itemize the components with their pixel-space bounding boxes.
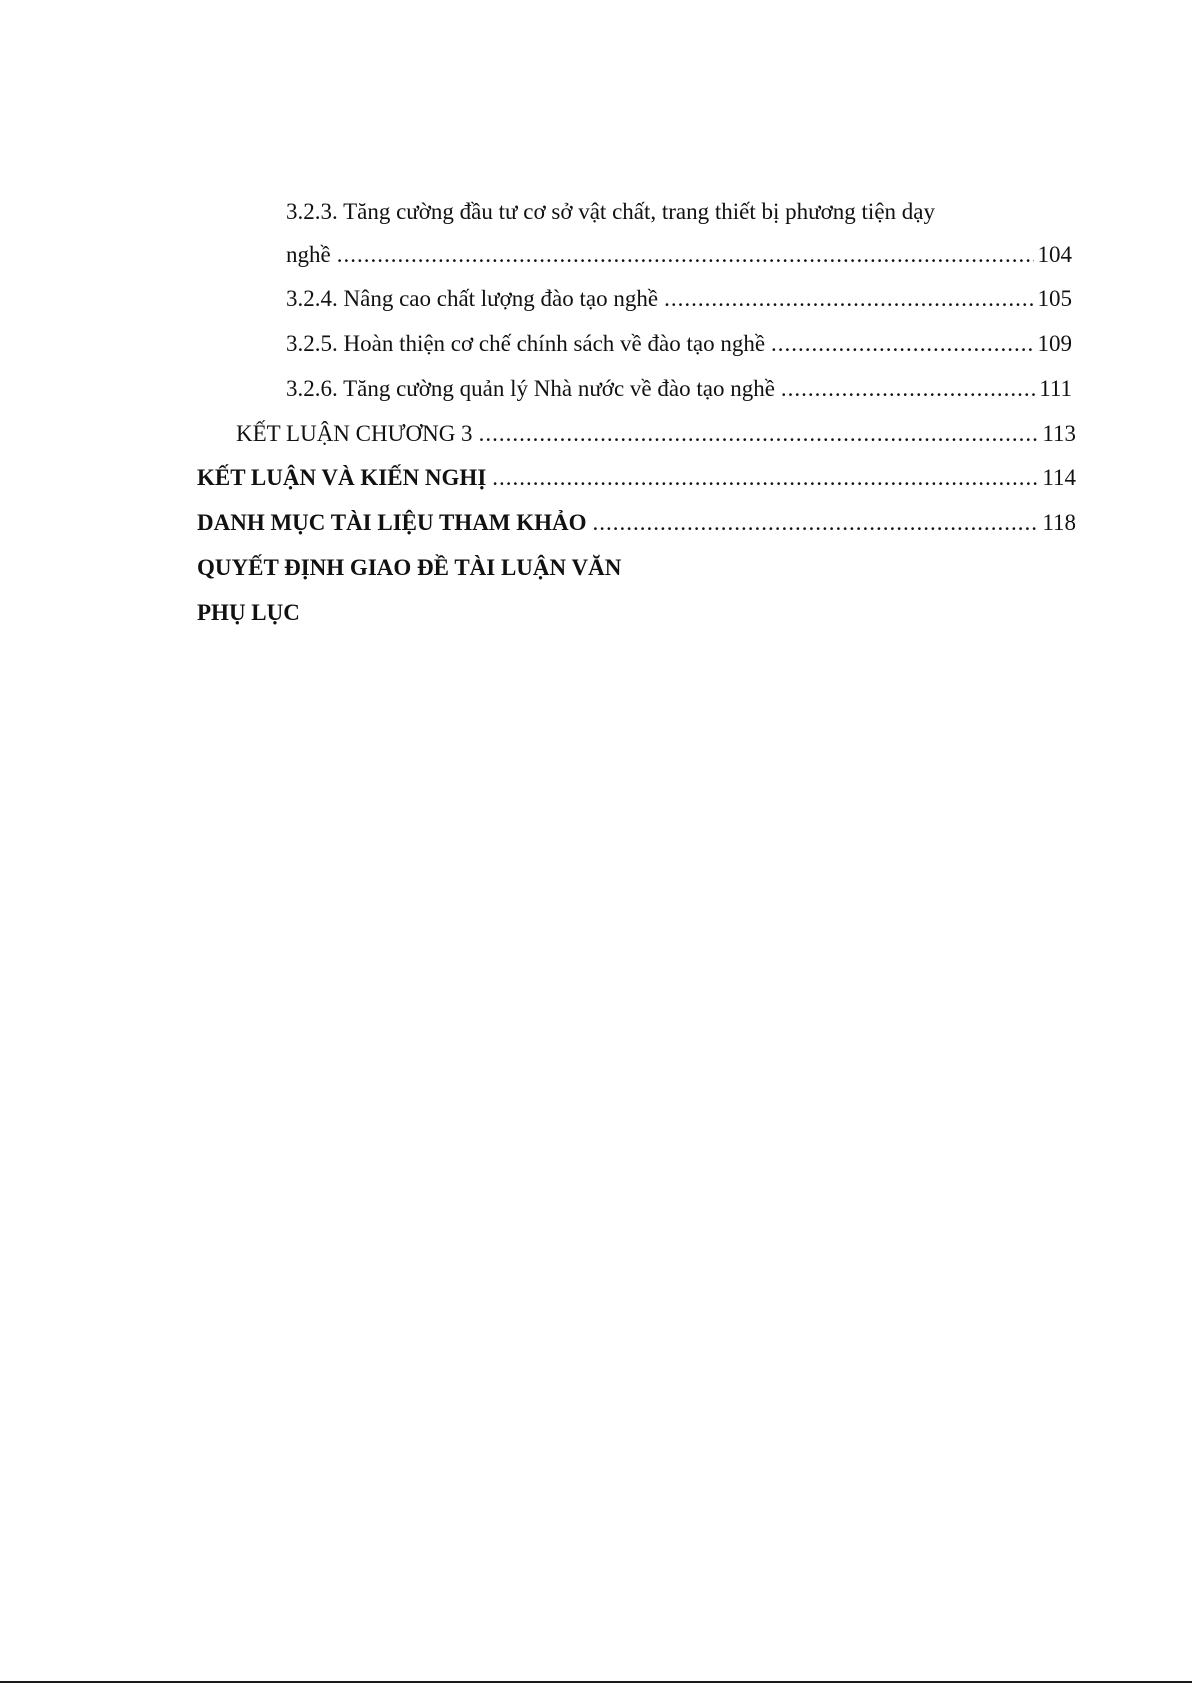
toc-entry-danh-muc-tai-lieu[interactable] [197, 508, 1076, 538]
toc-leader-dots [593, 508, 1039, 538]
toc-leader-dots [337, 240, 1034, 270]
toc-entry-text: DANH MỤC TÀI LIỆU THAM KHẢO [197, 510, 587, 535]
toc-page-number: 105 [1037, 286, 1072, 311]
toc-leader-dots [781, 374, 1035, 404]
toc-entry-3-2-4[interactable] [286, 284, 1072, 314]
toc-entry-text: 3.2.3. Tăng cường đầu tư cơ sở vật chất, trang thiết bị phương tiện dạy [286, 199, 935, 224]
toc-entry-3-2-3-continued[interactable] [286, 240, 1072, 270]
toc-entry-text: nghề [286, 242, 331, 267]
toc-entry-quyet-dinh[interactable] [197, 553, 621, 583]
toc-entry-text: KẾT LUẬN CHƯƠNG 3 [236, 421, 473, 446]
toc-entry-text: PHỤ LỤC [197, 600, 300, 625]
toc-leader-dots [771, 329, 1033, 359]
toc-page-number: 111 [1039, 376, 1072, 401]
toc-entry-text: QUYẾT ĐỊNH GIAO ĐỀ TÀI LUẬN VĂN [197, 555, 622, 580]
toc-entry-ket-luan-kien-nghi[interactable] [197, 463, 1076, 493]
toc-entry-3-2-6[interactable] [286, 374, 1072, 404]
toc-entry-phu-luc[interactable] [197, 598, 300, 628]
toc-page-number: 114 [1042, 465, 1076, 490]
toc-page-number: 104 [1037, 242, 1072, 267]
toc-entry-text: KẾT LUẬN VÀ KIẾN NGHỊ [197, 465, 487, 490]
toc-entry-3-2-3[interactable] [286, 197, 935, 227]
toc-entry-text: 3.2.5. Hoàn thiện cơ chế chính sách về đào tạo nghề [286, 331, 766, 356]
toc-entry-text: 3.2.6. Tăng cường quản lý Nhà nước về đào tạo nghề [286, 376, 775, 401]
toc-leader-dots [492, 463, 1038, 493]
toc-entry-ket-luan-chuong-3[interactable] [236, 419, 1076, 449]
toc-leader-dots [479, 419, 1039, 449]
page-bottom-border [0, 1681, 1192, 1683]
toc-leader-dots [664, 284, 1033, 314]
toc-page-number: 118 [1042, 510, 1076, 535]
toc-page-number: 113 [1042, 421, 1076, 446]
toc-entry-3-2-5[interactable] [286, 329, 1072, 359]
toc-page-number: 109 [1037, 331, 1072, 356]
toc-entry-text: 3.2.4. Nâng cao chất lượng đào tạo nghề [286, 286, 659, 311]
